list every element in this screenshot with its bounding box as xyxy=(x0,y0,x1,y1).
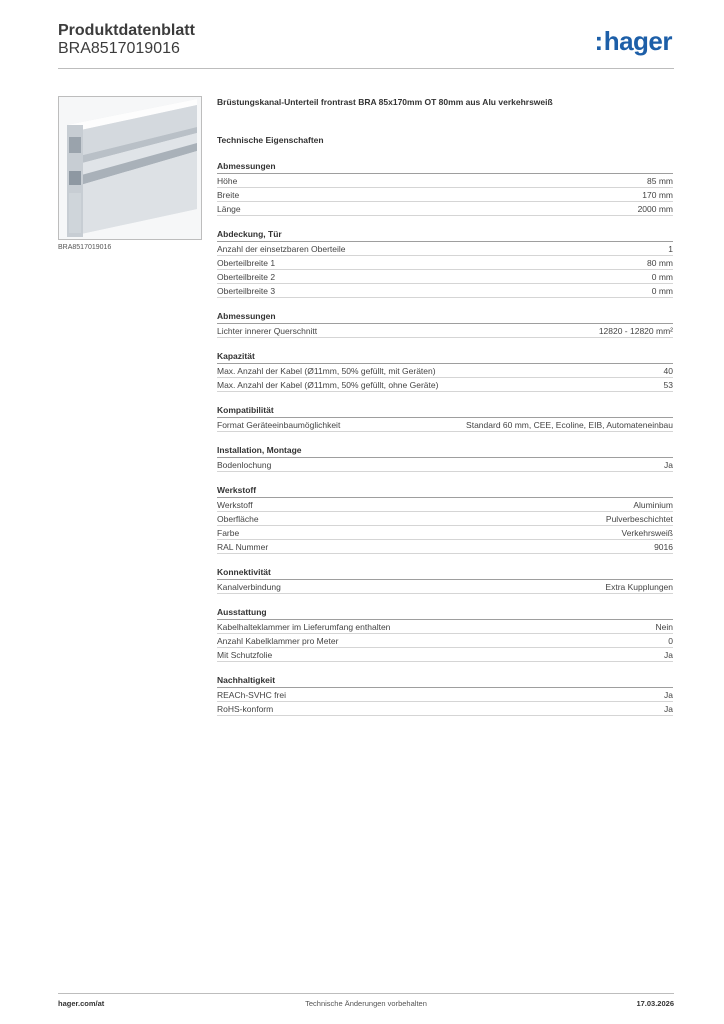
spec-value: Standard 60 mm, CEE, Ecoline, EIB, Automateneinbau xyxy=(466,420,673,430)
spec-group xyxy=(217,404,673,432)
cable-duct-image xyxy=(59,97,201,239)
spec-value: Verkehrsweiß xyxy=(621,528,673,538)
spec-value: 1 xyxy=(668,244,673,254)
spec-value: 80 mm xyxy=(647,258,673,268)
spec-group xyxy=(217,566,673,594)
spec-label: Oberteilbreite 1 xyxy=(217,258,276,268)
spec-row xyxy=(217,702,673,716)
spec-label: Oberteilbreite 2 xyxy=(217,272,276,282)
spec-group-title: Kompatibilität xyxy=(217,404,673,418)
spec-group xyxy=(217,228,673,298)
spec-group-title: Abmessungen xyxy=(217,310,673,324)
spec-row xyxy=(217,378,673,392)
spec-value: Aluminium xyxy=(633,500,673,510)
spec-row xyxy=(217,174,673,188)
spec-group xyxy=(217,484,673,554)
spec-label: REACh-SVHC frei xyxy=(217,690,286,700)
spec-value: Ja xyxy=(664,704,673,714)
spec-group xyxy=(217,310,673,338)
spec-value: 0 xyxy=(668,636,673,646)
spec-value: 170 mm xyxy=(642,190,673,200)
spec-group-title: Ausstattung xyxy=(217,606,673,620)
spec-label: Bodenlochung xyxy=(217,460,272,470)
spec-row xyxy=(217,256,673,270)
spec-groups xyxy=(217,160,673,716)
spec-label: Höhe xyxy=(217,176,238,186)
spec-label: Mit Schutzfolie xyxy=(217,650,273,660)
spec-label: Anzahl der einsetzbaren Oberteile xyxy=(217,244,346,254)
spec-label: Farbe xyxy=(217,528,240,538)
page-footer xyxy=(58,993,674,1008)
spec-label: Werkstoff xyxy=(217,500,253,510)
footer-notice: Technische Änderungen vorbehalten xyxy=(305,999,427,1008)
logo-dots-icon: : xyxy=(594,26,603,56)
spec-row xyxy=(217,458,673,472)
spec-group xyxy=(217,350,673,392)
spec-row xyxy=(217,188,673,202)
spec-label: Max. Anzahl der Kabel (Ø11mm, 50% gefüllt, mit Geräten) xyxy=(217,366,436,376)
hager-logo xyxy=(595,26,672,57)
spec-group xyxy=(217,606,673,662)
spec-row xyxy=(217,498,673,512)
spec-label: Oberteilbreite 3 xyxy=(217,286,276,296)
spec-label: Breite xyxy=(217,190,240,200)
spec-row xyxy=(217,270,673,284)
spec-row xyxy=(217,620,673,634)
spec-group xyxy=(217,444,673,472)
spec-row xyxy=(217,580,673,594)
spec-label: Max. Anzahl der Kabel (Ø11mm, 50% gefüllt, ohne Geräte) xyxy=(217,380,439,390)
spec-content xyxy=(217,96,673,728)
footer-date: 17.03.2026 xyxy=(636,999,674,1008)
image-caption: BRA8517019016 xyxy=(58,244,112,251)
spec-group-title: Installation, Montage xyxy=(217,444,673,458)
spec-row xyxy=(217,526,673,540)
spec-row xyxy=(217,418,673,432)
spec-group-title: Abmessungen xyxy=(217,160,673,174)
spec-value: 12820 - 12820 mm² xyxy=(598,326,673,336)
spec-value: 2000 mm xyxy=(637,204,673,214)
spec-row xyxy=(217,540,673,554)
spec-group-title: Konnektivität xyxy=(217,566,673,580)
product-image xyxy=(58,96,202,240)
spec-row xyxy=(217,688,673,702)
spec-value: 40 xyxy=(663,366,673,376)
spec-value: 0 mm xyxy=(651,286,673,296)
spec-label: Format Geräteeinbaumöglichkeit xyxy=(217,420,341,430)
page-title: Produktdatenblatt xyxy=(58,22,195,39)
spec-row xyxy=(217,242,673,256)
spec-label: Oberfläche xyxy=(217,514,259,524)
product-name: Brüstungskanal-Unterteil frontrast BRA 85x170mm OT 80mm aus Alu verkehrsweiß xyxy=(217,97,553,107)
spec-value: Ja xyxy=(664,690,673,700)
page-header xyxy=(58,22,674,69)
logo-text: hager xyxy=(603,26,672,56)
footer-website[interactable]: hager.com/at xyxy=(58,999,105,1008)
spec-value: 0 mm xyxy=(651,272,673,282)
section-title: Technische Eigenschaften xyxy=(217,135,324,145)
spec-label: Lichter innerer Querschnitt xyxy=(217,326,318,336)
spec-value: 85 mm xyxy=(647,176,673,186)
spec-group-title: Nachhaltigkeit xyxy=(217,674,673,688)
spec-group-title: Abdeckung, Tür xyxy=(217,228,673,242)
spec-label: Anzahl Kabelklammer pro Meter xyxy=(217,636,339,646)
spec-row xyxy=(217,284,673,298)
spec-value: Pulverbeschichtet xyxy=(605,514,673,524)
spec-row xyxy=(217,324,673,338)
spec-value: 9016 xyxy=(654,542,673,552)
spec-row xyxy=(217,364,673,378)
spec-label: RoHS-konform xyxy=(217,704,274,714)
spec-row xyxy=(217,648,673,662)
spec-value: Extra Kupplungen xyxy=(605,582,673,592)
spec-row xyxy=(217,512,673,526)
spec-label: Länge xyxy=(217,204,241,214)
spec-group xyxy=(217,160,673,216)
spec-value: Ja xyxy=(664,650,673,660)
product-code: BRA8517019016 xyxy=(58,40,180,57)
spec-label: RAL Nummer xyxy=(217,542,269,552)
spec-value: Nein xyxy=(655,622,673,632)
spec-group-title: Werkstoff xyxy=(217,484,673,498)
spec-group xyxy=(217,674,673,716)
spec-group-title: Kapazität xyxy=(217,350,673,364)
spec-label: Kanalverbindung xyxy=(217,582,281,592)
spec-row xyxy=(217,634,673,648)
spec-value: Ja xyxy=(664,460,673,470)
spec-label: Kabelhalteklammer im Lieferumfang enthalten xyxy=(217,622,391,632)
spec-row xyxy=(217,202,673,216)
spec-value: 53 xyxy=(663,380,673,390)
